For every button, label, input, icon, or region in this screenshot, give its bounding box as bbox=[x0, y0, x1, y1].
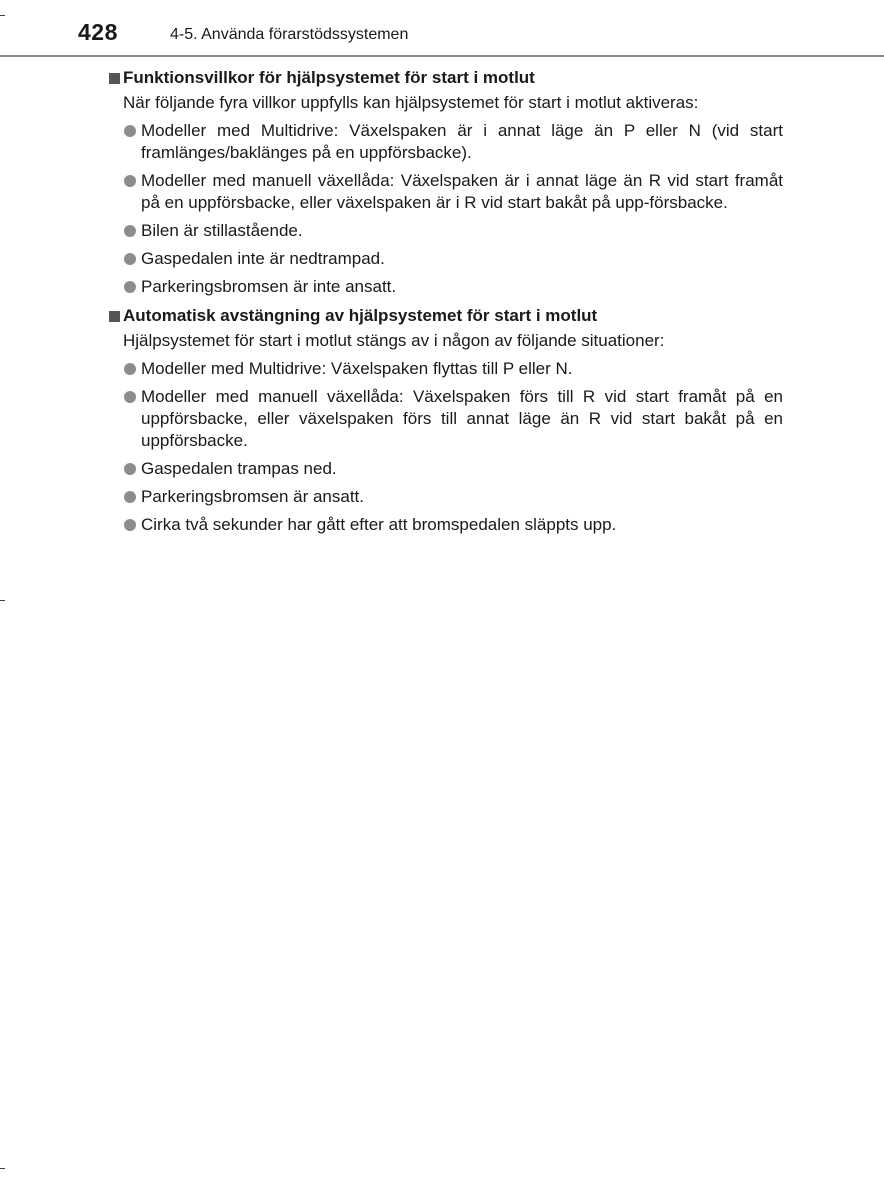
circle-bullet-icon bbox=[124, 463, 136, 475]
section-auto-shutoff bbox=[107, 304, 783, 536]
list-item bbox=[107, 486, 783, 508]
square-bullet-icon bbox=[109, 311, 120, 322]
circle-bullet-icon bbox=[124, 175, 136, 187]
list-item-text: Parkeringsbromsen är inte ansatt. bbox=[141, 277, 397, 296]
page-number: 428 bbox=[78, 19, 118, 45]
list-item-text: Bilen är stillastående. bbox=[141, 221, 303, 240]
crop-mark-middle bbox=[0, 600, 5, 601]
section-heading-text: Automatisk avstängning av hjälpsystemet för start i motlut bbox=[123, 306, 598, 325]
section-intro: Hjälpsystemet för start i motlut stängs av i någon av följande situationer: bbox=[123, 331, 665, 350]
square-bullet-icon bbox=[109, 73, 120, 84]
page-content bbox=[107, 66, 783, 542]
circle-bullet-icon bbox=[124, 491, 136, 503]
circle-bullet-icon bbox=[124, 225, 136, 237]
list-item-text: Modeller med manuell växellåda: Växelspaken är i annat läge än R vid start framåt på en uppförsbacke, eller växelspaken är i R vid start bakåt på upp-försbacke. bbox=[141, 171, 783, 212]
bullet-list bbox=[107, 120, 783, 298]
list-item-text: Modeller med Multidrive: Växelspaken flyttas till P eller N. bbox=[141, 359, 573, 378]
list-item-text: Parkeringsbromsen är ansatt. bbox=[141, 487, 364, 506]
circle-bullet-icon bbox=[124, 391, 136, 403]
circle-bullet-icon bbox=[124, 281, 136, 293]
list-item bbox=[107, 514, 783, 536]
list-item-text: Modeller med manuell växellåda: Växelspaken förs till R vid start framåt på en uppförsbacke, eller växelspaken förs till annat läge än R vid start bakåt på en uppförsbacke. bbox=[141, 387, 783, 450]
bullet-list bbox=[107, 358, 783, 536]
list-item-text: Gaspedalen inte är nedtrampad. bbox=[141, 249, 385, 268]
section-heading bbox=[107, 304, 783, 328]
section-heading-text: Funktionsvillkor för hjälpsystemet för start i motlut bbox=[123, 68, 535, 87]
circle-bullet-icon bbox=[124, 253, 136, 265]
header-divider bbox=[0, 55, 884, 57]
list-item-text: Gaspedalen trampas ned. bbox=[141, 459, 337, 478]
circle-bullet-icon bbox=[124, 125, 136, 137]
crop-mark-top bbox=[0, 15, 5, 16]
section-heading bbox=[107, 66, 783, 90]
section-intro: När följande fyra villkor uppfylls kan hjälpsystemet för start i motlut aktiveras: bbox=[123, 93, 699, 112]
section-conditions bbox=[107, 66, 783, 298]
list-item bbox=[107, 458, 783, 480]
list-item bbox=[107, 120, 783, 164]
list-item-text: Modeller med Multidrive: Växelspaken är i annat läge än P eller N (vid start framlänges/baklänges på en uppförsbacke). bbox=[141, 121, 783, 162]
list-item bbox=[107, 170, 783, 214]
list-item bbox=[107, 358, 783, 380]
list-item bbox=[107, 248, 783, 270]
circle-bullet-icon bbox=[124, 519, 136, 531]
chapter-title: 4-5. Använda förarstödssystemen bbox=[170, 26, 409, 43]
list-item bbox=[107, 386, 783, 452]
crop-mark-bottom bbox=[0, 1168, 5, 1169]
circle-bullet-icon bbox=[124, 363, 136, 375]
list-item bbox=[107, 220, 783, 242]
list-item bbox=[107, 276, 783, 298]
list-item-text: Cirka två sekunder har gått efter att bromspedalen släppts upp. bbox=[141, 515, 617, 534]
